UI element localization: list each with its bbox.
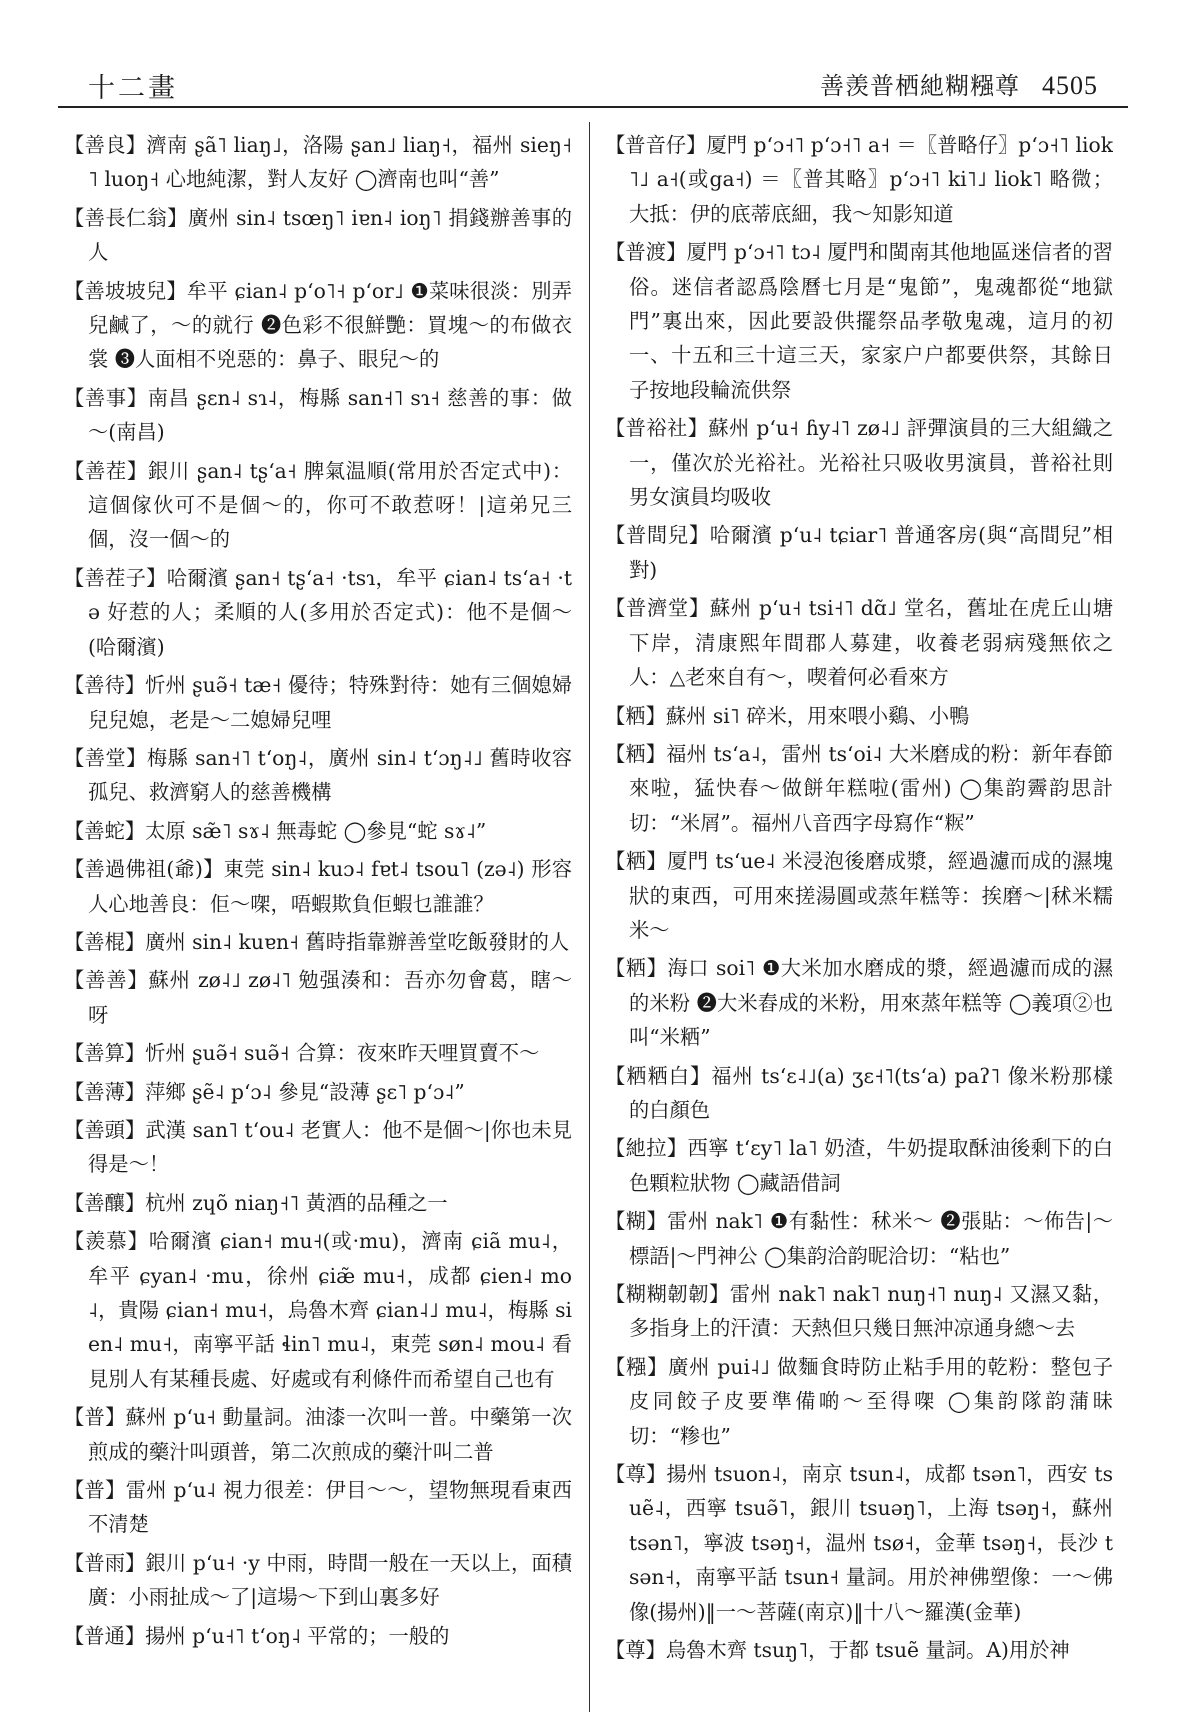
dictionary-entry: 【善事】南昌 ʂɛn˨ sɿ˨，梅縣 san˧˥ sɿ˧ 慈善的事：做～(南昌) [64,385,572,445]
head-characters: 善羡普栖䊶糊糨尊 [820,72,1020,100]
left-column [64,128,572,1688]
dictionary-entry: 【善過佛祖(爺)】東莞 sin˨ kuɔ˨ fɐt˨ tsou˥ (zə˨) 形容人心地善良：佢～㗎，唔蝦欺負佢蝦乜誰誰？ [64,857,572,916]
dictionary-entry: 【粞】海口 soi˥ ❶大米加水磨成的漿，經過濾而成的濕的米粉 ❷大米舂成的米粉，用來蒸年糕等 ◯義項②也叫“米粞” [605,956,1113,1050]
dictionary-entry: 【普雨】銀川 p‘u˧ ·y 中雨，時間一般在一天以上，面積廣：小雨扯成～了|這場～下到山裏多好 [64,1550,572,1610]
dictionary-entry: 【普濟堂】蘇州 p‘u˧ tsi˧˥ dɑ̃˩ 堂名，舊址在虎丘山塘下岸，清康熙年間郡人募建，收養老弱病殘無依之人：△老來自有～，喫着何必看來方 [605,596,1113,690]
dictionary-entry: 【糊糊韌韌】雷州 nak˥ nak˥ nuŋ˧˥ nuŋ˨ 又濕又黏，多指身上的汗漬：天熱但只幾日無沖凉通身總～去 [605,1282,1113,1341]
dictionary-entry: 【粞】福州 ts‘a˨，雷州 ts‘oi˨ 大米磨成的粉：新年春節來啦，猛快春～做餅年糕啦(雷州) ◯集韵霽韵思計切：“米屑”。福州八音西字母寫作“𥺶” [605,741,1113,835]
dictionary-entry: 【善坡坡兒】牟平 ɕian˨ p‘o˥˧ p‘or˩ ❶菜味很淡：別弄兒鹹了，～的就行 ❷色彩不很鮮艷：買塊～的布做衣裳 ❸人面相不兇惡的：鼻子、眼兒～的 [64,278,572,372]
dictionary-entry: 【普音仔】厦門 p‘ɔ˧˥ p‘ɔ˧˥ a˧ ＝〖普略仔〗p‘ɔ˧˥ liok˥˩ a˧(或ga˧) ＝〖普其略〗p‘ɔ˧˥ ki˥˩ liok˥ 略微；大抵：伊的底蒂底細，我～知影知道 [605,133,1113,226]
dictionary-entry: 【尊】揚州 tsuon˨，南京 tsun˨，成都 tsən˥，西安 tsuẽ˨，西寧 tsuə̃˥，銀川 tsuəŋ˥，上海 tsəŋ˧，蘇州 tsən˥，寧波 tsəŋ˧，温州 tsø˧，金華 tsəŋ˧，長沙 tsən˧，南寧平話 tsun˧ 量詞。用於神佛塑像：一～佛像(揚州)‖一～菩薩(南京)‖十八～羅漢(金華) [605,1462,1113,1624]
section-label: 十二畫 [88,73,178,104]
dictionary-entry: 【尊】烏魯木齊 tsuŋ˥，于都 tsuẽ 量詞。A)用於神 [605,1638,1070,1663]
dictionary-entry: 【善善】蘇州 zø˨˩ zø˨˥ 勉强湊和：吾亦勿會葛，瞎～呀 [64,968,572,1027]
running-head [820,66,1098,101]
dictionary-entry: 【善茬子】哈爾濱 ʂan˧ tʂ‘a˧ ·tsɿ，牟平 ɕian˨ ts‘a˧ ·tə 好惹的人；柔順的人(多用於否定式)：他不是個～(哈爾濱) [64,565,572,659]
dictionary-entry: 【善棍】廣州 sin˨ kuɐn˧ 舊時指靠辦善堂吃飯發財的人 [64,929,570,954]
dictionary-entry: 【善頭】武漢 san˥ t‘ou˨ 老實人：他不是個～|你也未見得是～！ [64,1117,572,1177]
dictionary-entry: 【普】雷州 p‘u˨ 視力很差：伊目～～，望物無現看東西不清楚 [64,1478,572,1537]
dictionary-entry: 【粞】蘇州 si˥ 碎米，用來喂小鷄、小鴨 [605,703,970,728]
right-column [605,128,1113,1688]
dictionary-entry: 【善算】忻州 ʂuə̃˧ suə̃˧ 合算：夜來昨天哩買賣不～ [64,1041,540,1066]
dictionary-entry: 【普間兒】哈爾濱 p‘u˨ tɕiar˥ 普通客房(與“高間兒”相對) [605,523,1113,582]
dictionary-entry: 【普裕社】蘇州 p‘u˧ ɦy˨˥ zø˨˩ 評彈演員的三大組織之一，僅次於光裕社。光裕社只吸收男演員，普裕社則男女演員均吸收 [605,416,1113,510]
dictionary-entry: 【善蛇】太原 sæ̃˥ sɤ˨ 無毒蛇 ◯參見“蛇 sɤ˨” [64,818,487,843]
dictionary-entry: 【善待】忻州 ʂuə̃˧ tæ˧ 優待；特殊對待：她有三個媳婦兒兒媳，老是～二媳婦兒哩 [64,673,572,732]
dictionary-entry: 【䊶拉】西寧 t‘ɛy˥ la˥ 奶渣，牛奶提取酥油後剩下的白色顆粒狀物 ◯藏語借詞 [605,1136,1113,1195]
dictionary-entry: 【普通】揚州 p‘u˧˥ t‘oŋ˨ 平常的；一般的 [64,1623,450,1648]
dictionary-entry: 【糨】廣州 pui˨˩ 做麵食時防止粘手用的乾粉：整包子皮同餃子皮要準備啲～至得㗎 ◯集韵隊韵蒲昧切：“糁也” [605,1354,1113,1448]
dictionary-entry: 【善良】濟南 ʂã˥ liaŋ˩，洛陽 ʂan˩ liaŋ˧，福州 sieŋ˧˥ luoŋ˧ 心地純潔，對人友好 ◯濟南也叫“善” [64,133,572,192]
dictionary-entry: 【善長仁翁】廣州 sin˨ tsœŋ˥ iɐn˨ ioŋ˥ 捐錢辦善事的人 [64,205,572,265]
dictionary-entry: 【粞】厦門 ts‘ue˨ 米浸泡後磨成漿，經過濾而成的濕塊狀的東西，可用來搓湯圓或蒸年糕等：挨磨～|秫米糯米～ [605,849,1113,942]
page-number: 4505 [1042,71,1098,100]
dictionary-entry: 【善堂】梅縣 san˧˥ t‘oŋ˨，廣州 sin˨ t‘ɔŋ˨˩ 舊時收容孤兒、救濟窮人的慈善機構 [64,745,572,805]
dictionary-entry: 【粞粞白】福州 ts‘ɛ˨˩(a) ʒɛ˧˥(ts‘a) paʔ˥ 像米粉那樣的白顏色 [605,1063,1113,1122]
dictionary-entry: 【善薄】萍鄉 ʂẽ˨ p‘ɔ˨ 參見“設薄 ʂɛ˥ p‘ɔ˨” [64,1079,465,1104]
dictionary-entry: 【糊】雷州 nak˥ ❶有黏性：秫米～ ❷張貼：～佈告|～標語|～門神公 ◯集韵洽韵昵洽切：“粘也” [605,1209,1113,1268]
page-header [58,60,1128,108]
dictionary-entry: 【普渡】厦門 p‘ɔ˧˥ tɔ˨ 厦門和閩南其他地區迷信者的習俗。迷信者認爲陰曆七月是“鬼節”，鬼魂都從“地獄門”裏出來，因此要設供擺祭品孝敬鬼魂，這月的初一、十五和三十這三天，家家户户都要供祭，其餘日子按地段輪流供祭 [605,240,1113,402]
dictionary-entry: 【善茬】銀川 ʂan˨ tʂ‘a˧ 脾氣温順(常用於否定式中)：這個傢伙可不是個～的，你可不敢惹呀！|這弟兄三個，沒一個～的 [64,458,572,552]
column-divider [589,122,590,1712]
dictionary-entry: 【羨慕】哈爾濱 ɕian˧ mu˧(或·mu)，濟南 ɕiã mu˨，牟平 ɕyan˨ ·mu，徐州 ɕiæ̃ mu˧，成都 ɕien˨ mo˨，貴陽 ɕian˧ mu˧，烏魯木齊 ɕian˨˩ mu˨，梅縣 sien˨ mu˧，南寧平話 ɬin˥ mu˨，東莞 søn˨ mou˨ 看見別人有某種長處、好處或有利條件而希望自己也有 [64,1229,572,1391]
dictionary-entry: 【普】蘇州 p‘u˧ 動量詞。油漆一次叫一普。中藥第一次煎成的藥汁叫頭普，第二次煎成的藥汁叫二普 [64,1405,572,1464]
dictionary-entry: 【善釀】杭州 zɥõ niaŋ˧˥ 黃酒的品種之一 [64,1190,448,1215]
